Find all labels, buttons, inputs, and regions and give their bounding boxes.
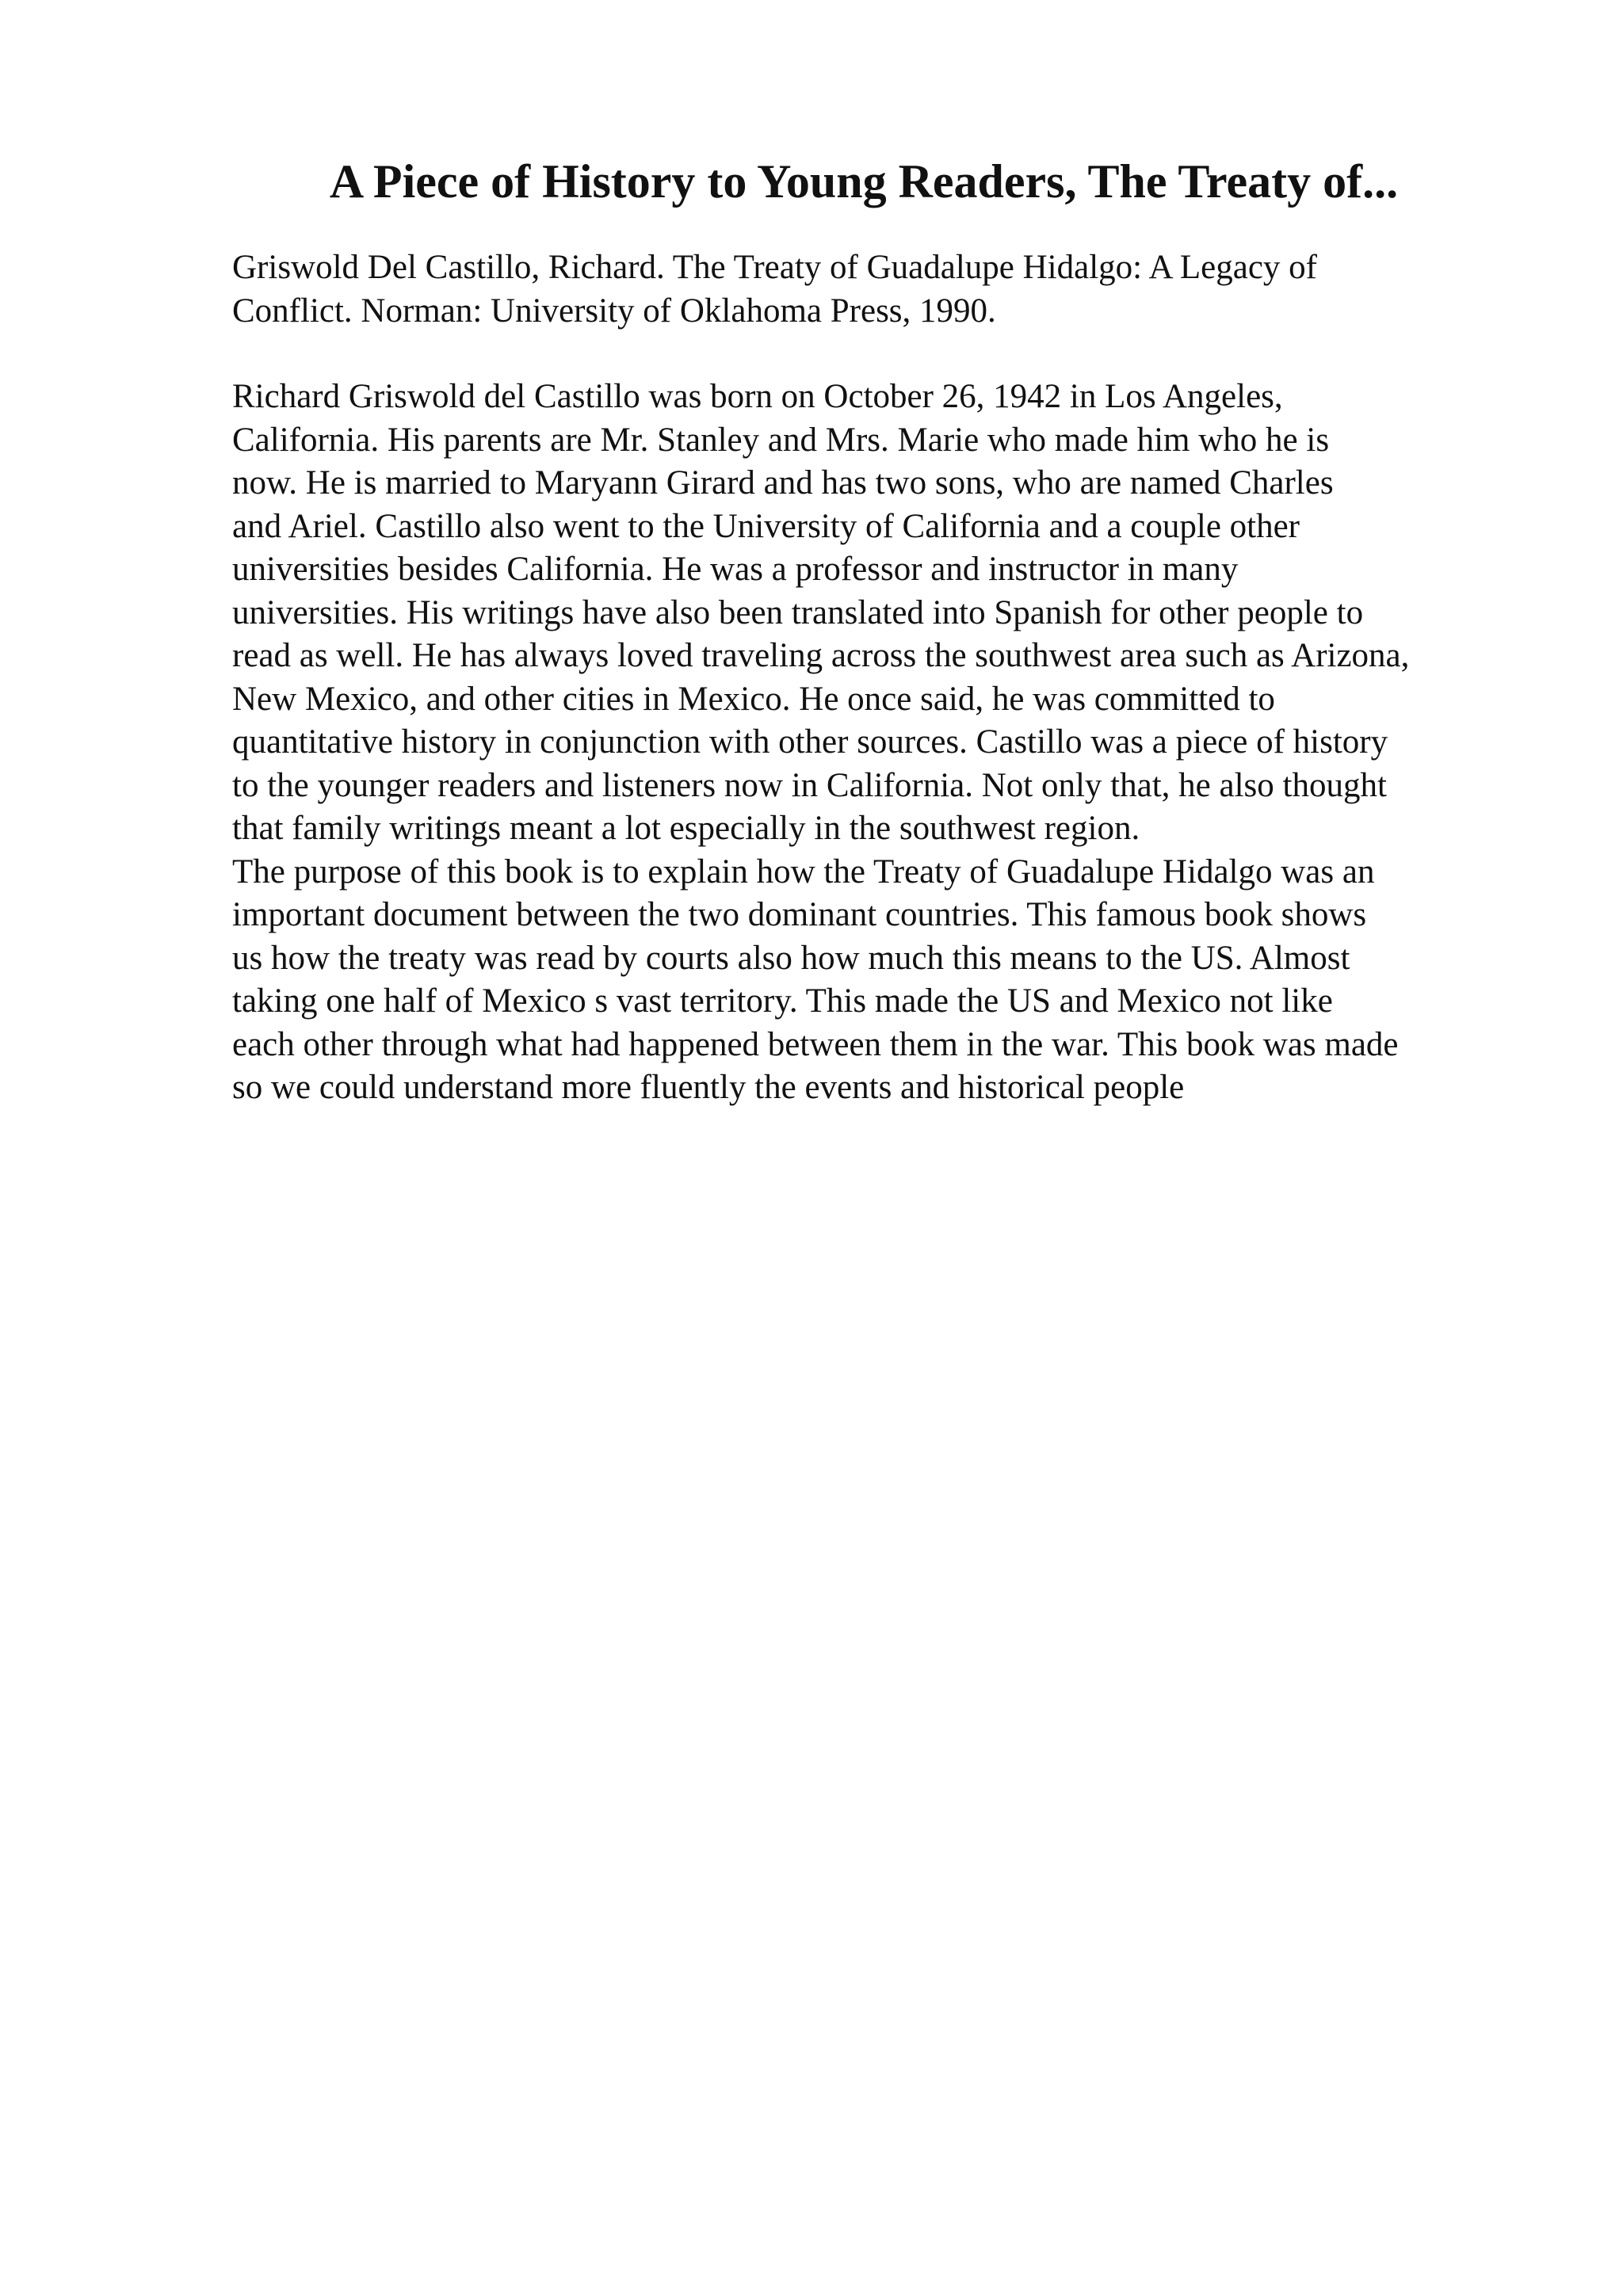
body-line: read as well. He has always loved traveling across the southwest area such as Arizona,	[232, 637, 1410, 674]
body-line: important document between the two dominant countries. This famous book shows	[232, 896, 1367, 933]
body-line: and Ariel. Castillo also went to the University of California and a couple other	[232, 507, 1300, 545]
body-line: us how the treaty was read by courts also how much this means to the US. Almost	[232, 939, 1350, 977]
citation-line: Conflict. Norman: University of Oklahoma Press, 1990.	[232, 292, 996, 330]
body-line: universities besides California. He was a professor and instructor in many	[232, 551, 1239, 588]
body-line: that family writings meant a lot especially in the southwest region.	[232, 810, 1140, 847]
citation-block	[232, 246, 1564, 333]
body-line: so we could understand more fluently the events and historical people	[232, 1069, 1185, 1106]
body-line: The purpose of this book is to explain how the Treaty of Guadalupe Hidalgo was an	[232, 852, 1375, 891]
citation-line: Griswold Del Castillo, Richard. The Treaty of Guadalupe Hidalgo: A Legacy of	[232, 249, 1317, 286]
body-line: California. His parents are Mr. Stanley and Mrs. Marie who made him who he is	[232, 421, 1330, 459]
document-title: A Piece of History to Young Readers, The Treaty of...	[329, 155, 1399, 208]
body-line: Richard Griswold del Castillo was born on October 26, 1942 in Los Angeles,	[232, 378, 1283, 415]
body-line: now. He is married to Maryann Girard and has two sons, who are named Charles	[232, 464, 1334, 502]
body-line: quantitative history in conjunction with other sources. Castillo was a piece of history	[232, 723, 1388, 761]
body-line: taking one half of Mexico s vast territory. This made the US and Mexico not like	[232, 982, 1333, 1020]
body-line: to the younger readers and listeners now in California. Not only that, he also thought	[232, 766, 1387, 804]
body-line: universities. His writings have also been translated into Spanish for other people to	[232, 593, 1364, 631]
body-line: each other through what had happened between them in the war. This book was made	[232, 1025, 1399, 1063]
body-line: New Mexico, and other cities in Mexico. He once said, he was committed to	[232, 680, 1275, 718]
body-text	[232, 376, 1564, 1110]
